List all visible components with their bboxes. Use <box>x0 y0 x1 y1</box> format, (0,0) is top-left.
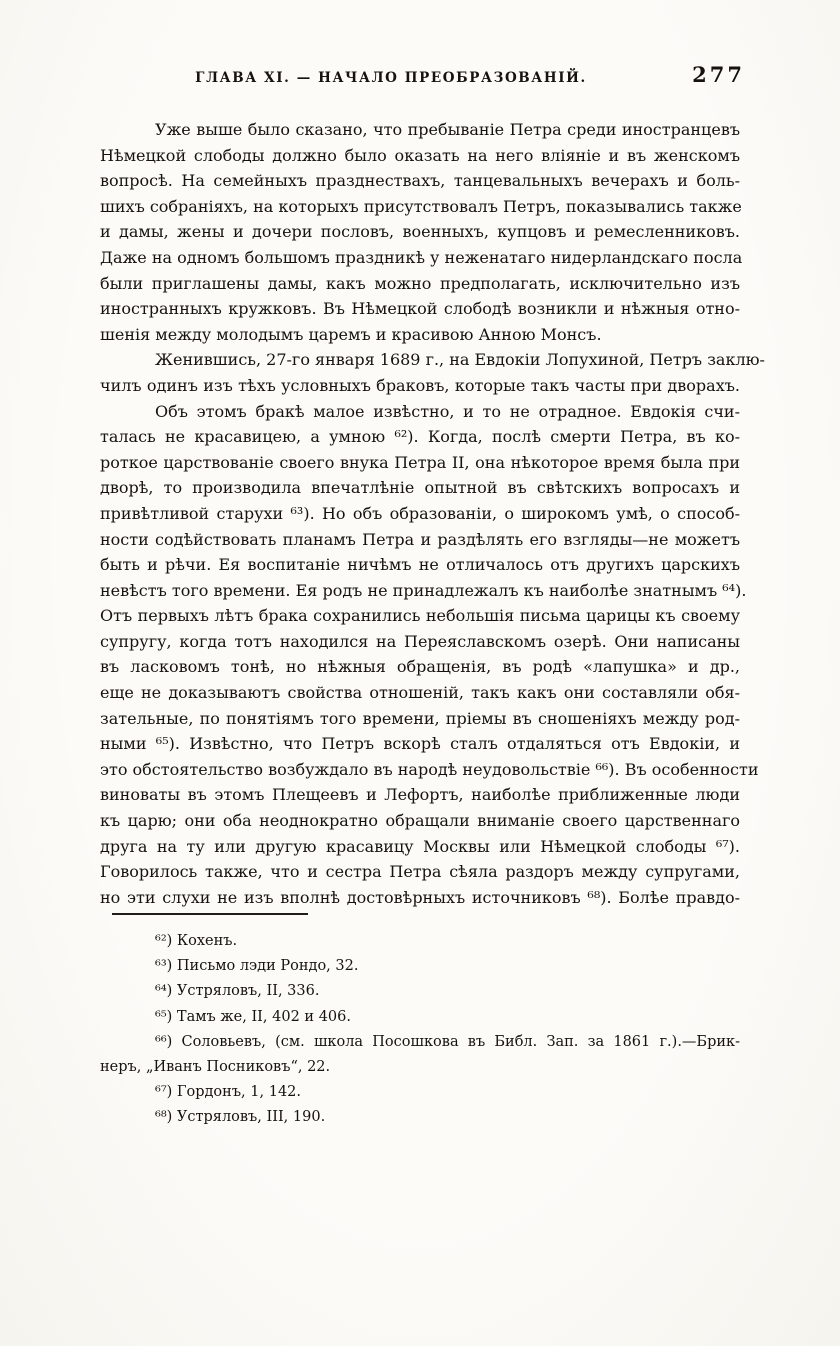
body-line: ными ⁶⁵). Извѣстно, что Петръ вскорѣ сталъ отдаляться отъ Евдокіи, и <box>100 734 740 754</box>
footnote-line: ⁶⁶) Соловьевъ, (см. школа Посошкова въ Библ. Зап. за 1861 г.).—Брик- <box>155 1033 740 1050</box>
footnote-line: ⁶⁴) Устряловъ, II, 336. <box>155 983 320 1000</box>
footnote-line: ⁶⁷) Гордонъ, 1, 142. <box>155 1084 301 1101</box>
body-line: привѣтливой старухи ⁶³). Но объ образованіи, о широкомъ умѣ, о способ- <box>100 503 740 523</box>
footnote-line: ⁶⁵) Тамъ же, II, 402 и 406. <box>155 1008 351 1025</box>
body-line: это обстоятельство возбуждало въ народѣ неудовольствіе ⁶⁶). Въ особенности <box>100 759 759 779</box>
body-line: супругу, когда тотъ находился на Переяславскомъ озерѣ. Они написаны <box>100 631 740 651</box>
footnote-line: неръ, „Иванъ Посниковъ“, 22. <box>100 1058 331 1075</box>
body-line: Объ этомъ бракѣ малое извѣстно, и то не отрадное. Евдокія счи- <box>155 401 740 421</box>
body-line: иностранныхъ кружковъ. Въ Нѣмецкой слободѣ возникли и нѣжныя отно- <box>100 299 740 319</box>
body-line: Говорилось также, что и сестра Петра сѣяла раздоръ между супругами, <box>100 862 740 882</box>
body-line: Отъ первыхъ лѣтъ брака сохранились небольшія письма царицы къ своему <box>100 606 740 626</box>
footnote-line: ⁶⁸) Устряловъ, III, 190. <box>155 1109 326 1126</box>
body-line: вопросѣ. На семейныхъ празднествахъ, танцевальныхъ вечерахъ и боль- <box>100 171 740 191</box>
body-line: Даже на одномъ большомъ праздникѣ у неженатаго нидерландскаго посла <box>100 247 743 267</box>
body-line: невѣстъ того времени. Ея родъ не принадлежалъ къ наиболѣе знатнымъ ⁶⁴). <box>100 580 747 600</box>
body-line: шенія между молодымъ царемъ и красивою Анною Монсъ. <box>100 324 602 344</box>
body-line: и дамы, жены и дочери пословъ, военныхъ, купцовъ и ремесленниковъ. <box>100 222 740 242</box>
body-line: Уже выше было сказано, что пребываніе Петра среди иностранцевъ <box>155 120 740 139</box>
body-line: талась не красавицею, а умною ⁶²). Когда, послѣ смерти Петра, въ ко- <box>100 427 740 447</box>
body-text <box>100 117 765 910</box>
body-line: въ ласковомъ тонѣ, но нѣжныя обращенія, въ родѣ «лапушка» и др., <box>100 657 740 677</box>
body-line: чилъ одинъ изъ тѣхъ условныхъ браковъ, которые такъ часты при дворахъ. <box>100 375 740 395</box>
body-line: были приглашены дамы, какъ можно предполагать, исключительно изъ <box>100 273 740 293</box>
body-line: шихъ собраніяхъ, на которыхъ присутствовалъ Петръ, показывались также <box>100 196 742 216</box>
body-line: друга на ту или другую красавицу Москвы или Нѣмецкой слободы ⁶⁷). <box>100 836 740 856</box>
footnote-line: ⁶²) Кохенъ. <box>155 933 238 949</box>
body-line: Женившись, 27-го января 1689 г., на Евдокіи Лопухиной, Петръ заклю- <box>155 350 765 370</box>
body-line: но эти слухи не изъ вполнѣ достовѣрныхъ источниковъ ⁶⁸). Болѣе правдо- <box>100 887 740 907</box>
body-line: роткое царствованіе своего внука Петра II, она нѣкоторое время была при <box>100 452 740 472</box>
body-line: дворѣ, то производила впечатлѣніе опытной въ свѣтскихъ вопросахъ и <box>100 478 740 498</box>
footnotes <box>100 929 740 1131</box>
running-title: ГЛАВА XI. — НАЧАЛО ПРЕОБРАЗОВАНІЙ. <box>195 70 587 86</box>
body-line: къ царю; они оба неоднократно обращали вниманіе своего царственнаго <box>100 811 740 831</box>
body-line: еще не доказываютъ свойства отношеній, такъ какъ они составляли обя- <box>100 683 740 703</box>
body-line: зательные, по понятіямъ того времени, пріемы въ сношеніяхъ между род- <box>100 708 740 728</box>
body-line: виноваты въ этомъ Плещеевъ и Лефортъ, наиболѣе приближенные люди <box>100 785 740 805</box>
body-line: ности содѣйствовать планамъ Петра и раздѣлять его взгляды—не можетъ <box>100 529 740 549</box>
body-line: Нѣмецкой слободы должно было оказать на него вліяніе и въ женскомъ <box>100 145 740 165</box>
page-number: 277 <box>692 62 745 87</box>
footnote-separator <box>112 913 308 915</box>
body-line: быть и рѣчи. Ея воспитаніе ничѣмъ не отличалось отъ другихъ царскихъ <box>100 555 740 575</box>
footnote-line: ⁶³) Письмо лэди Рондо, 32. <box>155 958 359 975</box>
